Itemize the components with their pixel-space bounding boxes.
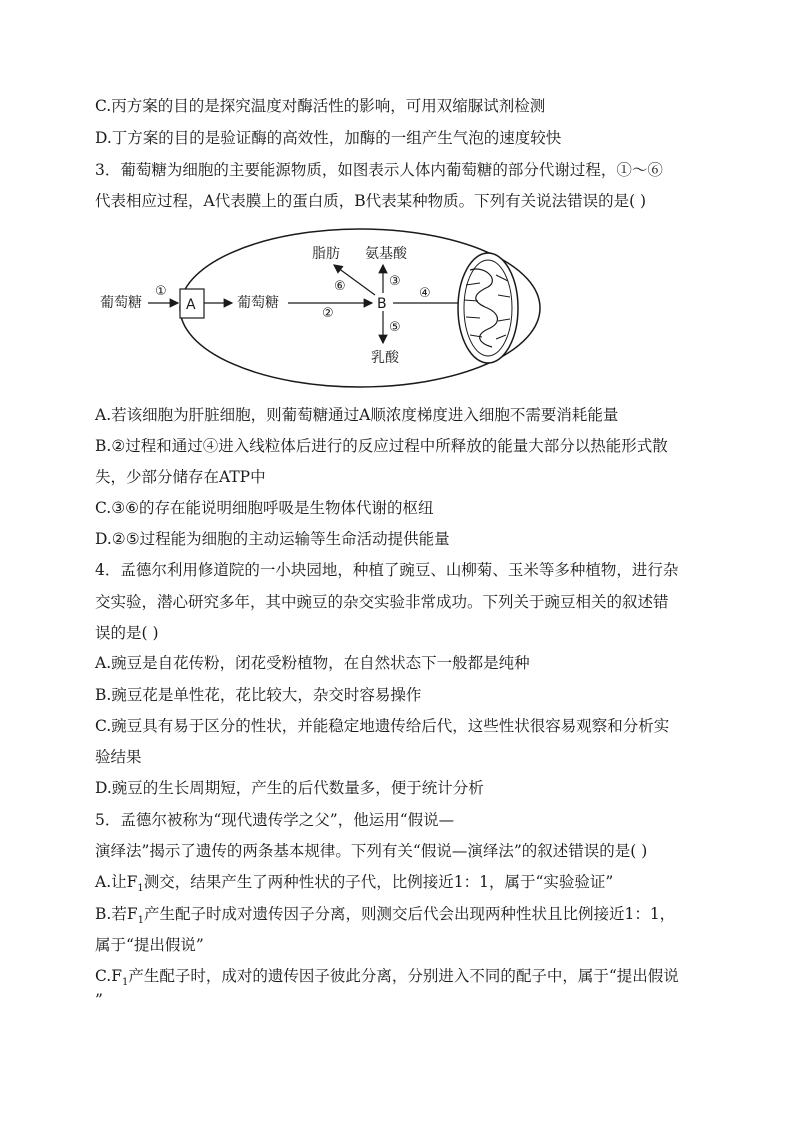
q2-option-c: C.丙方案的目的是探究温度对酶活性的影响，可用双缩脲试剂检测 [95,97,546,115]
lactic-acid-label: 乳酸 [371,350,399,366]
q4-option-d: D.豌豆的生长周期短，产生的后代数量多，便于统计分析 [95,779,484,797]
q4-stem-line3: 误的是( ) [95,624,159,642]
step4-label: ④ [419,286,431,301]
q4-option-b: B.豌豆花是单性花，花比较大，杂交时容易操作 [95,686,422,704]
q5-stem-line2: 演绎法”揭示了遗传的两条基本规律。下列有关“假说—演绎法”的叙述错误的是( ) [95,842,648,860]
q3-stem-line1: 3．葡萄糖为细胞的主要能源物质，如图表示人体内葡萄糖的部分代谢过程，①～⑥ [95,161,663,179]
step1-label: ① [155,284,167,299]
q4-stem-line2: 交实验，潜心研究多年，其中豌豆的杂交实验非常成功。下列关于豌豆相关的叙述错 [95,593,669,611]
q3-option-d: D.②⑤过程能为细胞的主动运输等生命活动提供能量 [95,530,450,548]
glucose-outside-label: 葡萄糖 [100,295,142,311]
q5-option-a: A.让$F_1$测交，结果产生了两种性状的子代，比例接近1：1，属于“实验验证” [95,873,614,895]
q3-option-a: A.若该细胞为肝脏细胞，则葡萄糖通过A顺浓度梯度进入细胞不需要消耗能量 [95,406,619,424]
substance-b-label: B [377,296,387,312]
q5-option-b-line2: 属于“提出假说” [95,936,204,954]
step3-label: ③ [389,274,401,289]
step2-label: ② [322,306,334,321]
q4-option-c-line1: C.豌豆具有易于区分的性状，并能稳定地遗传给后代，这些性状很容易观察和分析实 [95,717,670,735]
glucose-inside-label: 葡萄糖 [237,295,279,311]
q5-option-c-line2: ” [95,991,103,1009]
q5-option-b-line1: B.若$F_1$产生配子时成对遗传因子分离，则测交后代会出现两种性状且比例接近1：1， [95,905,676,927]
step6-label: ⑥ [334,279,346,294]
q3-option-c: C.③⑥的存在能说明细胞呼吸是生物体代谢的枢纽 [95,499,434,517]
mitochondrion-icon [458,253,518,363]
q5-option-c-line1: $C.F_1$产生配子时，成对的遗传因子彼此分离，分别进入不同的配子中，属于“提出假说 [95,967,679,989]
q3-option-b-line2: 失，少部分储存在ATP中 [95,468,266,486]
q5-stem-line1: 5．孟德尔被称为“现代遗传学之父”，他运用“假说— [95,811,455,829]
q2-option-d: D.丁方案的目的是验证酶的高效性，加酶的一组产生气泡的速度较快 [95,129,562,147]
fat-label: 脂肪 [312,246,340,262]
q4-stem-line1: 4．孟德尔利用修道院的一小块园地，种植了豌豆、山柳菊、玉米等多种植物，进行杂 [95,561,679,579]
glucose-metabolism-diagram [90,225,550,395]
q4-option-a: A.豌豆是自花传粉，闭花受粉植物，在自然状态下一般都是纯种 [95,654,530,672]
q4-option-c-line2: 验结果 [95,748,142,766]
amino-acid-label: 氨基酸 [365,246,407,262]
q3-stem-line2: 代表相应过程，A代表膜上的蛋白质，B代表某种物质。下列有关说法错误的是( ) [95,192,647,210]
step5-label: ⑤ [389,320,401,335]
transporter-a-label: A [186,297,196,313]
q3-option-b-line1: B.②过程和通过④进入线粒体后进行的反应过程中所释放的能量大部分以热能形式散 [95,437,668,455]
